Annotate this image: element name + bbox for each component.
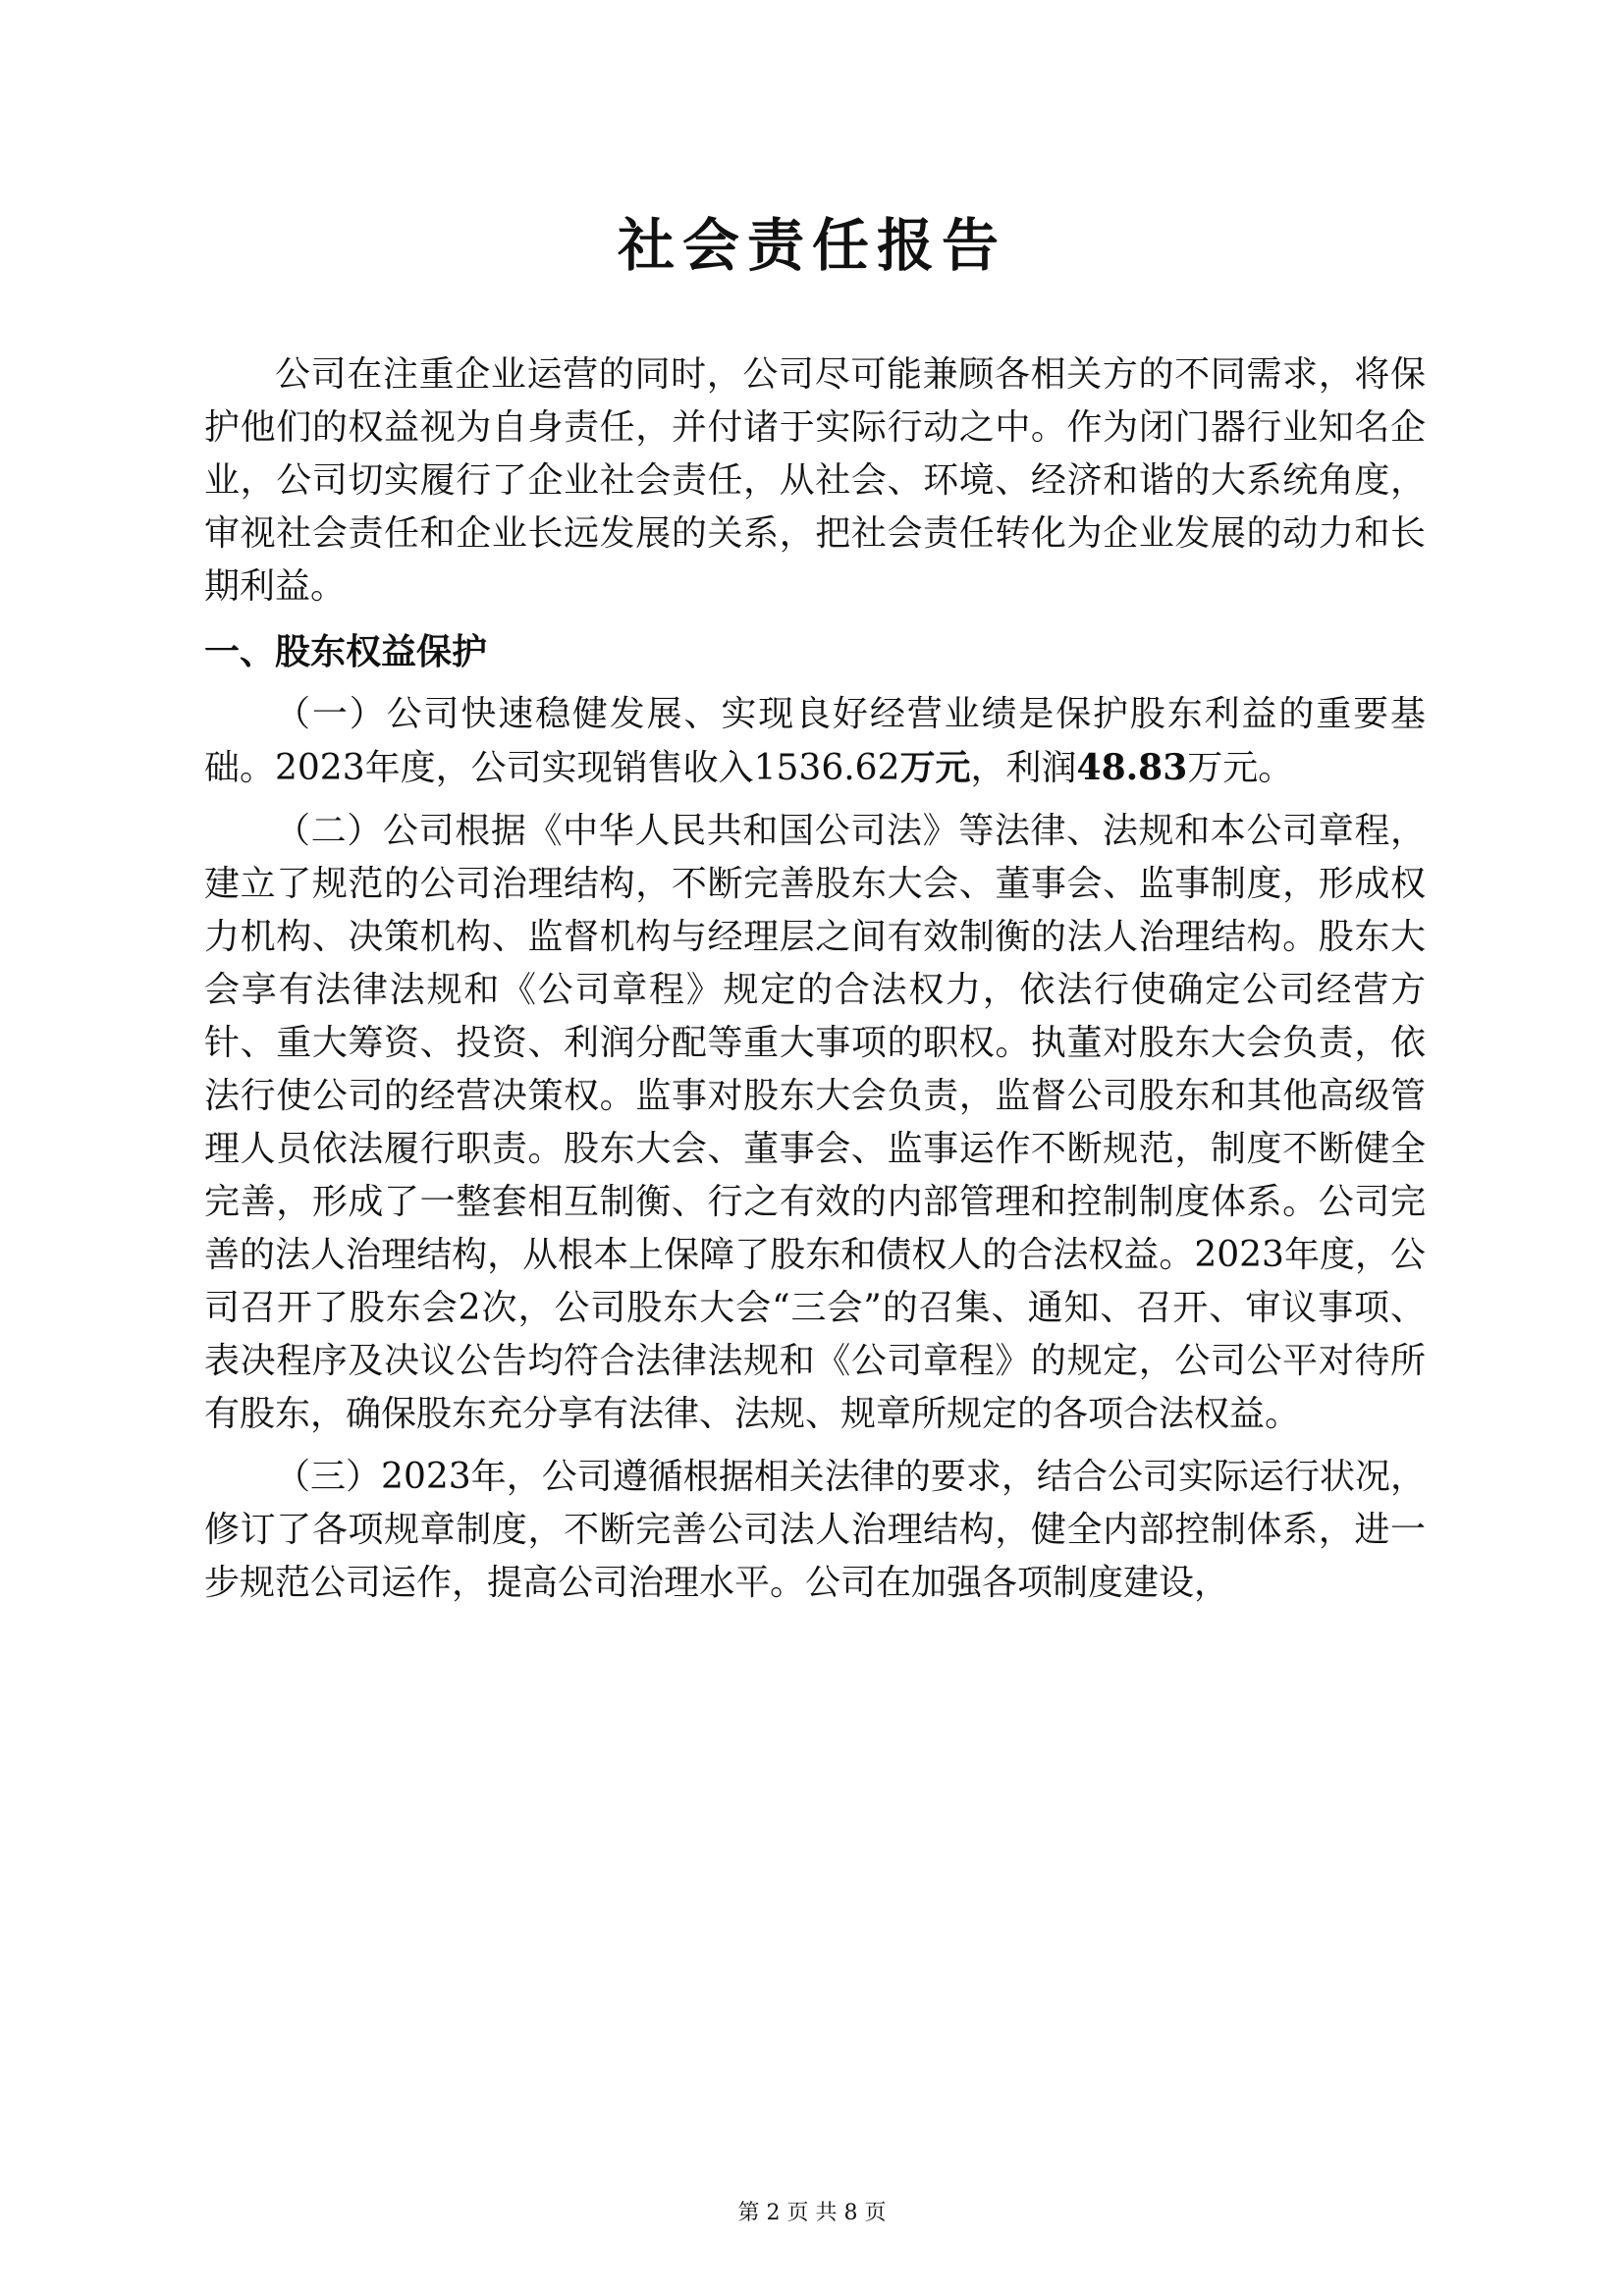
paragraph-3-regulations: （三）2023年，公司遵循根据相关法律的要求，结合公司实际运行状况，修订了各项规章制度，不断完善公司法人治理结构，健全内部控制体系，进一步规范公司运作，提高公司治理水平。公司在加强各项制度建设，	[204, 1457, 1426, 1603]
intro-paragraph: 公司在注重企业运营的同时，公司尽可能兼顾各相关方的不同需求，将保护他们的权益视为自身责任，并付诸于实际行动之中。作为闭门器行业知名企业，公司切实履行了企业社会责任，从社会、环境、经济和谐的大系统角度，审视社会责任和企业长远发展的关系，把社会责任转化为企业发展的动力和长期利益。	[204, 354, 1426, 607]
profit-unit: 万元。	[1187, 748, 1294, 788]
profit-value: 48.83	[1076, 747, 1188, 788]
page-number-footer: 第 2 页 共 8 页	[737, 2201, 887, 2225]
document-title: 社会责任报告	[617, 212, 1006, 279]
section-heading-shareholder-rights: 一、股东权益保护	[204, 631, 488, 672]
revenue-unit: 万元	[899, 747, 971, 788]
paragraph-1-performance	[204, 688, 1426, 795]
profit-label: ，利润	[970, 748, 1077, 788]
paragraph-1-text: （一）公司快速稳健发展、实现良好经营业绩是保护股东利益的重要基础。2023年度，公司实现销售收入1536.62	[204, 694, 1426, 788]
document-body	[204, 348, 1426, 1610]
paragraph-2-governance: （二）公司根据《中华人民共和国公司法》等法律、法规和本公司章程，建立了规范的公司治理结构，不断完善股东大会、董事会、监事制度，形成权力机构、决策机构、监督机构与经理层之间有效制衡的法人治理结构。股东大会享有法律法规和《公司章程》规定的合法权力，依法行使确定公司经营方针、重大筹资、投资、利润分配等重大事项的职权。执董对股东大会负责，依法行使公司的经营决策权。监事对股东大会负责，监督公司股东和其他高级管理人员依法履行职责。股东大会、董事会、监事运作不断规范，制度不断健全完善，形成了一整套相互制衡、行之有效的内部管理和控制制度体系。公司完善的法人治理结构，从根本上保障了股东和债权人的合法权益。2023年度，公司召开了股东会2次，公司股东大会“三会”的召集、通知、召开、审议事项、表决程序及决议公告均符合法律法规和《公司章程》的规定，公司公平对待所有股东，确保股东充分享有法律、法规、规章所规定的各项合法权益。	[204, 811, 1426, 1434]
